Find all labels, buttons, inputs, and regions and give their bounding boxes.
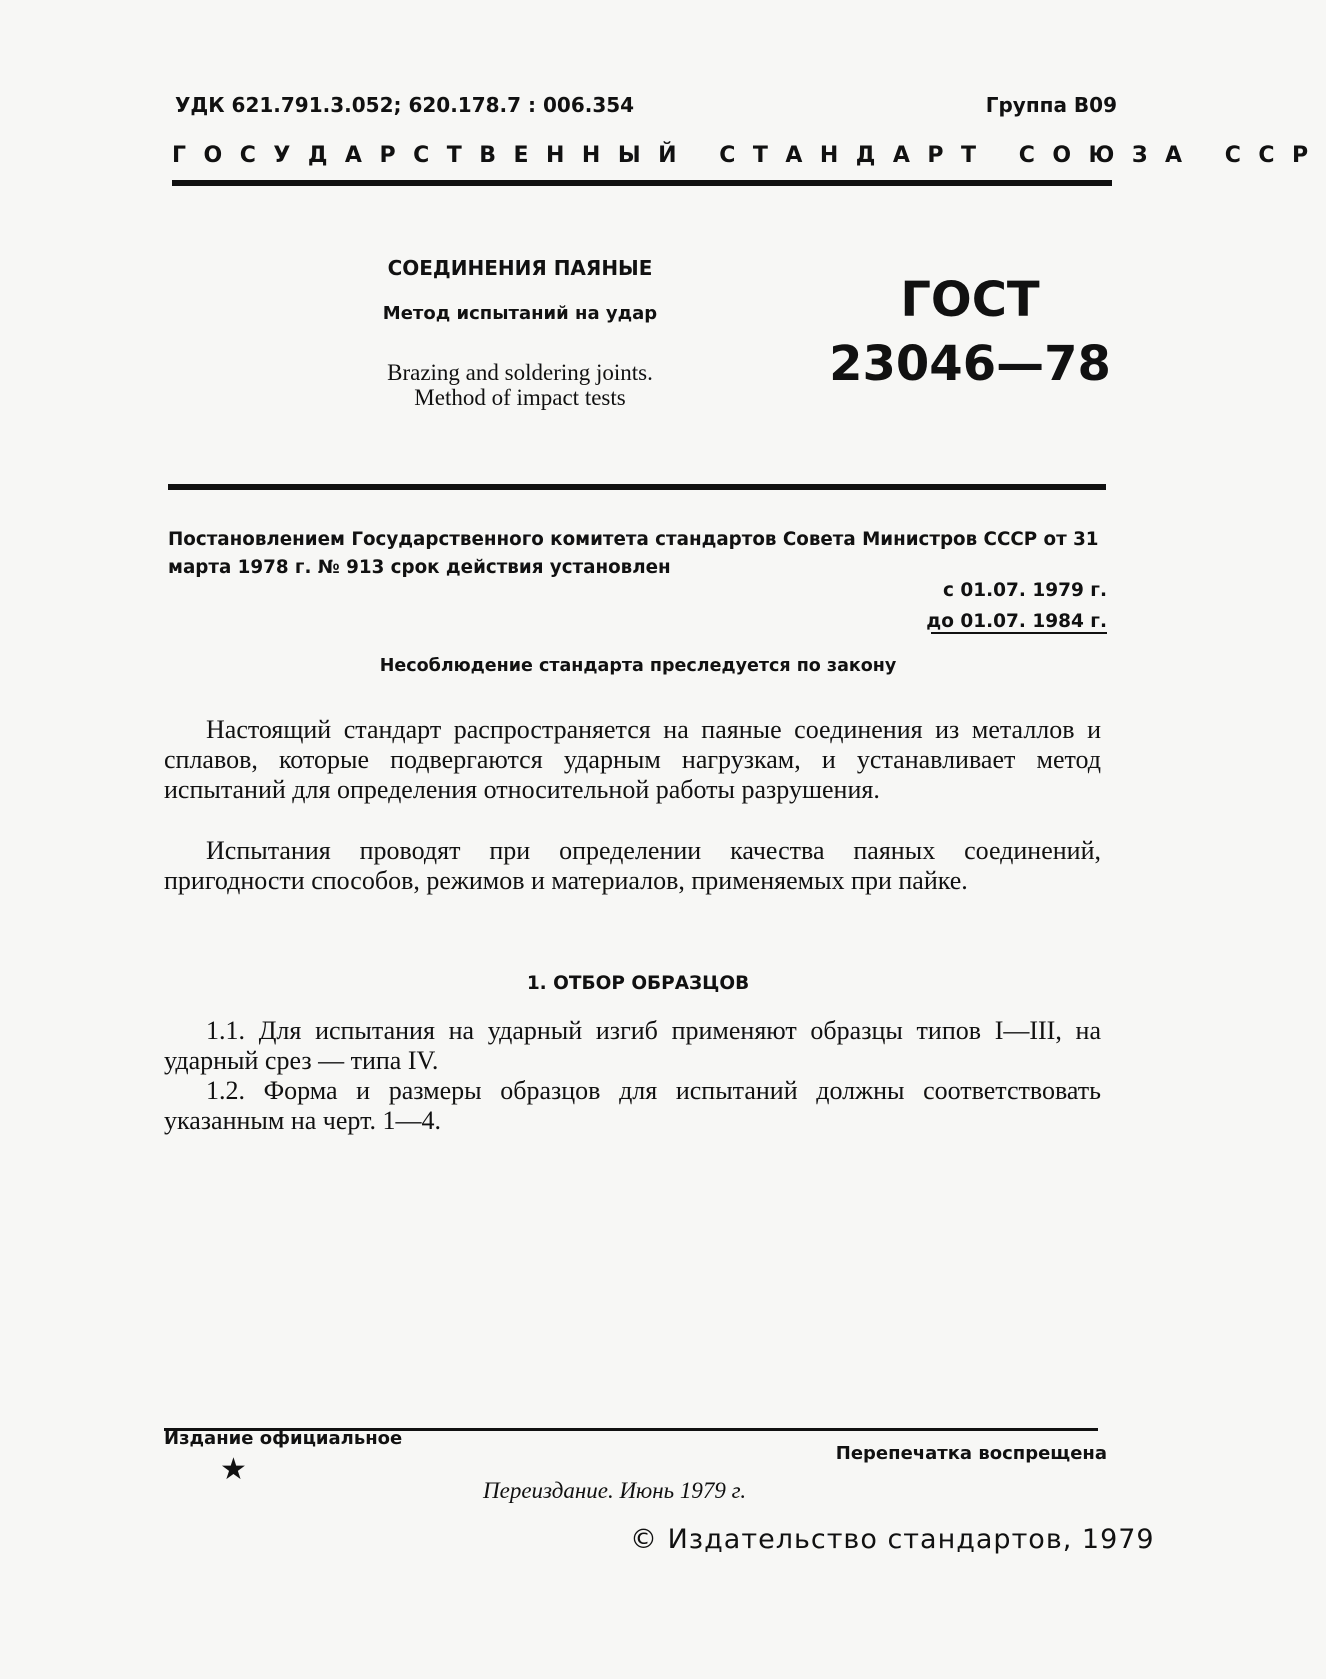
english-title-line2: Method of impact tests — [414, 385, 626, 410]
gost-label: ГОСТ — [900, 272, 1040, 328]
standard-subtitle: Метод испытаний на удар — [382, 303, 658, 324]
reedition-note: Переиздание. Июнь 1979 г. — [483, 1478, 747, 1503]
body-paragraph-2: Испытания проводят при определении качества паяных соединений, пригодности способов, режимов и материалов, применяемых при пайке. — [164, 836, 1101, 895]
clause-1-1: 1.1. Для испытания на ударный изгиб применяют образцы типов I—III, на ударный срез — типа IV. — [164, 1016, 1101, 1075]
decree-text: Постановлением Государственного комитета стандартов Совета Министров СССР от 31 марта 1978 г. № 913 срок действия установлен — [168, 529, 1099, 578]
date-underline — [931, 632, 1107, 634]
group-code: Группа В09 — [985, 93, 1117, 117]
star-icon: ★ — [220, 1453, 247, 1486]
english-title-line1: Brazing and soldering joints. — [387, 360, 653, 385]
reprint-prohibited-label: Перепечатка воспрещена — [835, 1443, 1107, 1464]
title-rule — [168, 484, 1106, 490]
state-standard-banner: ГОСУДАРСТВЕННЫЙ СТАНДАРТ СОЮЗА ССР — [172, 143, 1326, 168]
publisher-copyright: © Издательство стандартов, 1979 — [630, 1524, 1155, 1555]
clause-1-2: 1.2. Форма и размеры образцов для испытаний должны соответствовать указанным на черт. 1—4. — [164, 1076, 1101, 1135]
standard-title: СОЕДИНЕНИЯ ПАЯНЫЕ — [387, 256, 653, 280]
legal-warning: Несоблюдение стандарта преследуется по закону — [379, 656, 897, 676]
gost-number: 23046—78 — [829, 336, 1111, 392]
date-to: до 01.07. 1984 г. — [926, 611, 1107, 632]
validity-dates — [926, 576, 1107, 638]
body-paragraph-1: Настоящий стандарт распространяется на паяные соединения из металлов и сплавов, которые подвергаются ударным нагрузкам, и устанавливает метод испытаний для определения относительной работы разрушения. — [164, 715, 1101, 804]
header-rule — [172, 180, 1112, 186]
udk-code: УДК 621.791.3.052; 620.178.7 : 006.354 — [175, 93, 635, 117]
section-heading: 1. ОТБОР ОБРАЗЦОВ — [526, 973, 750, 994]
date-from: с 01.07. 1979 г. — [942, 580, 1107, 601]
official-edition-label: Издание официальное — [164, 1428, 403, 1449]
